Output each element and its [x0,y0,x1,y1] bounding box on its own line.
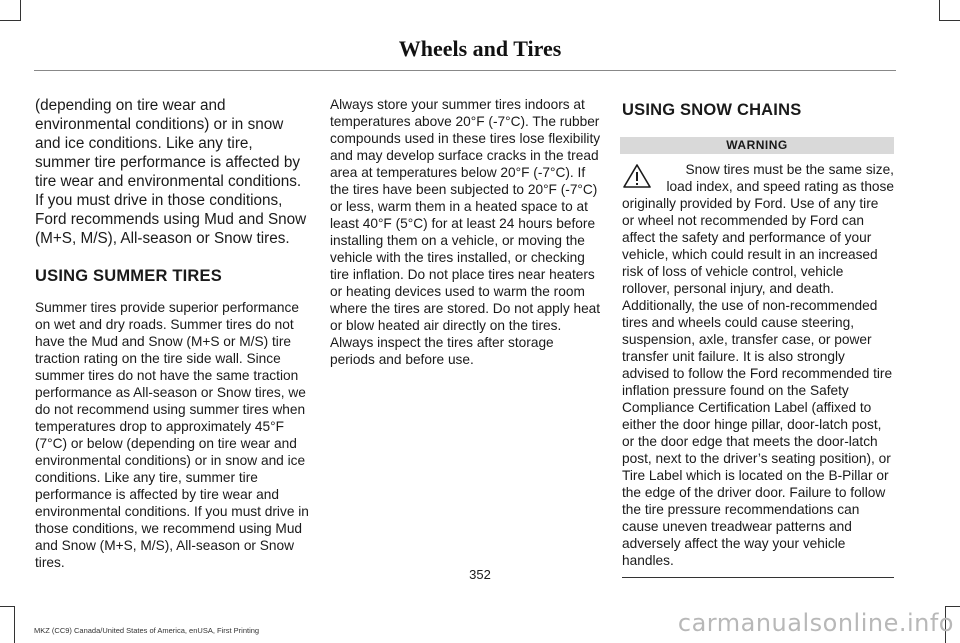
watermark: carmanualsonline.info [677,609,954,637]
section-heading-summer-tires: USING SUMMER TIRES [35,267,222,285]
section-heading-snow-chains: USING SNOW CHAINS [622,101,802,119]
column-right [622,96,894,578]
page-title: Wheels and Tires [398,36,562,61]
page-number: 352 [469,567,491,582]
edition-footer: MKZ (CC9) Canada/United States of America, enUSA, First Printing [34,626,260,635]
intro-paragraph: (depending on tire wear and environmental conditions) or in snow and ice conditions. Like any tire, summer tire performance is affected by tire wear and environmental conditions. If you must drive in those conditions, Ford recommends using Mud and Snow (M+S, M/S), All-season or Snow tires. [35,97,307,247]
warning-block [622,161,894,569]
column-left [35,96,311,571]
crop-mark-bottom-left [0,606,15,643]
summer-tires-paragraph: Summer tires provide superior performance on wet and dry roads. Summer tires do not have the Mud and Snow (M+S or M/S) tire traction rating on the tire side wall. Since summer tires do not have the same traction performance as All-season or Snow tires, we do not recommend using summer tires when temperatures drop to approximately 45°F (7°C) or below (depending on tire wear and environmental conditions) or in snow and ice conditions. Like any tire, summer tire performance is affected by tire wear and environmental conditions. If you must drive in those conditions, we recommend using Mud and Snow (M+S, M/S), All-season or Snow tires. [35,300,309,570]
crop-mark-top-right [939,0,960,21]
storage-paragraph: Always store your summer tires indoors at temperatures above 20°F (-7°C). The rubber compounds used in these tires lose flexibility and may develop surface cracks in the tread area at temperatures below 20°F (-7°C). If the tires have been subjected to 20°F (-7°C) or less, warm them in a heated space to at least 40°F (5°C) for at least 24 hours before installing them on a vehicle, or moving the vehicle with the tires installed, or checking tire inflation. Do not place tires near heaters or heating devices used to warm the room where the tires are stored. Do not apply heat or blow heated air directly on the tires. Always inspect the tires after storage periods and before use. [330,97,601,367]
warning-text-first: Snow tires must be the same size, load index, and speed rating as those [666,162,894,194]
column-middle [330,96,602,368]
header-divider [34,70,896,71]
warning-triangle-icon [622,163,652,189]
warning-banner: WARNING [620,137,894,154]
warning-text-body: originally provided by Ford. Use of any tire or wheel not recommended by Ford can affect the safety and performance of your vehicle, which could result in an increased risk of loss of vehicle control, vehicle rollover, personal injury, and death. Additionally, the use of non-recommended tires and wheels could cause steering, suspension, axle, transfer case, or power transfer unit failure. It is also strongly advised to follow the Ford recommended tire inflation pressure found on the Safety Compliance Certification Label (affixed to either the door hinge pillar, door-latch post, or the door edge that meets the door-latch post, next to the driver’s seating position), or Tire Label which is located on the B-Pillar or the edge of the driver door. Failure to follow the tire pressure recommendations can cause uneven treadwear patterns and adversely affect the way your vehicle handles. [622,196,893,568]
crop-mark-top-left [0,0,21,21]
